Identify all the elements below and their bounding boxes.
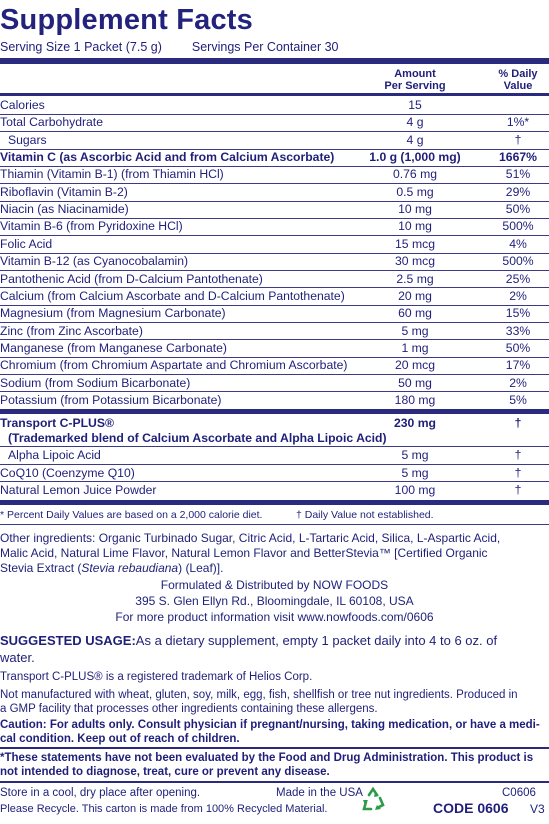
caution-line1: Caution: For adults only. Consult physician if pregnant/nursing, taking medication, or have a medi- bbox=[0, 719, 540, 731]
caution-line2: cal condition. Keep out of reach of children. bbox=[0, 733, 240, 745]
nutrient-dv: 25% bbox=[505, 271, 531, 286]
nutrient-amount: 1.0 g (1,000 mg) bbox=[369, 150, 461, 165]
table-row bbox=[0, 166, 549, 183]
nutrient-amount: 10 mg bbox=[398, 202, 432, 217]
nutrient-dv: 17% bbox=[505, 358, 531, 373]
blend-amount: 230 mg bbox=[393, 416, 437, 430]
table-row bbox=[0, 132, 549, 149]
nutrient-dv: 1%* bbox=[506, 115, 530, 130]
table-row bbox=[0, 218, 549, 235]
nutrient-amount: 20 mcg bbox=[395, 358, 435, 373]
recycle-icon bbox=[360, 787, 386, 813]
nutrient-name: Calcium (from Calcium Ascorbate and D-Calcium Pantothenate) bbox=[0, 288, 345, 303]
other-ingredients-line1: Other ingredients: Organic Turbinado Sugar, Citric Acid, L-Tartaric Acid, Silica, L-Aspartic Acid, bbox=[0, 531, 501, 545]
table-row bbox=[0, 253, 549, 270]
nutrient-name: CoQ10 (Coenzyme Q10) bbox=[0, 465, 135, 480]
code-small: C0606 bbox=[502, 787, 536, 799]
table-row bbox=[0, 288, 549, 305]
nutrient-name: Natural Lemon Juice Powder bbox=[0, 483, 157, 497]
table-row bbox=[0, 236, 549, 253]
recycle-note: Please Recycle. This carton is made from 100% Recycled Material. bbox=[0, 803, 328, 815]
nutrient-amount: 60 mg bbox=[398, 306, 432, 321]
nutrient-amount: 4 g bbox=[406, 115, 424, 130]
nutrient-amount: 50 mg bbox=[398, 375, 432, 390]
nutrient-name: Total Carbohydrate bbox=[0, 115, 103, 130]
nutrient-amount: 20 mg bbox=[398, 288, 432, 303]
nutrient-amount: 180 mg bbox=[394, 392, 436, 407]
nutrient-dv: † bbox=[514, 483, 522, 497]
nutrient-name: Folic Acid bbox=[0, 236, 53, 251]
footnote-pdv: * Percent Daily Values are based on a 2,000 calorie diet. bbox=[0, 509, 263, 521]
table-row bbox=[0, 97, 549, 114]
allergen-line2: a GMP facility that processes other ingredients containing these allergens. bbox=[0, 703, 378, 715]
thick-divider bbox=[0, 58, 549, 64]
made-in: Made in the USA bbox=[276, 787, 363, 799]
nutrient-amount: 15 bbox=[408, 98, 422, 112]
nutrient-amount: 4 g bbox=[406, 132, 424, 147]
blend-name: Transport C-PLUS® bbox=[0, 416, 114, 430]
blend-dv: † bbox=[514, 416, 522, 430]
other-ingredients-line3: Stevia Extract (Stevia rebaudiana) (Leaf)]. bbox=[0, 561, 224, 575]
distributor-address: 395 S. Glen Ellyn Rd., Bloomingdale, IL 60108, USA bbox=[135, 594, 414, 608]
bottom-divider bbox=[0, 500, 549, 505]
fda-top-divider bbox=[0, 747, 549, 749]
nutrient-name: Sodium (from Sodium Bicarbonate) bbox=[0, 375, 191, 390]
fda-line2: not intended to diagnose, treat, cure or prevent any disease. bbox=[0, 766, 330, 778]
nutrient-name: Calories bbox=[0, 98, 45, 112]
usage-text: As a dietary supplement, empty 1 packet daily into 4 to 6 oz. of bbox=[135, 633, 498, 648]
supplement-facts-title: Supplement Facts bbox=[0, 4, 253, 36]
nutrient-dv: 500% bbox=[502, 219, 534, 234]
nutrient-name: Sugars bbox=[8, 132, 47, 147]
allergen-line1: Not manufactured with wheat, gluten, soy, milk, egg, fish, shellfish or tree nut ingredients. Produced in bbox=[0, 689, 518, 701]
nutrient-amount: 2.5 mg bbox=[396, 271, 434, 286]
blend-subtitle-row bbox=[0, 430, 549, 447]
usage-label: SUGGESTED USAGE: bbox=[0, 633, 136, 648]
blend-subtitle: (Trademarked blend of Calcium Ascorbate and Alpha Lipoic Acid) bbox=[8, 431, 387, 445]
nutrient-name: Alpha Lipoic Acid bbox=[8, 448, 101, 462]
distributor-website: For more product information visit www.nowfoods.com/0606 bbox=[115, 610, 434, 624]
nutrient-amount: 0.76 mg bbox=[392, 167, 438, 182]
nutrient-dv: † bbox=[514, 132, 522, 147]
nutrient-dv: 51% bbox=[505, 167, 531, 182]
nutrient-dv: 4% bbox=[509, 236, 527, 251]
footnote-dagger: † Daily Value not established. bbox=[296, 509, 434, 521]
fda-statement bbox=[0, 751, 549, 779]
table-row bbox=[0, 482, 549, 499]
usage-text-2: water. bbox=[0, 650, 35, 665]
nutrient-dv: 50% bbox=[505, 340, 531, 355]
table-row bbox=[0, 305, 549, 322]
nutrient-amount: 1 mg bbox=[401, 340, 429, 355]
nutrient-amount: 5 mg bbox=[401, 448, 429, 462]
table-row bbox=[0, 357, 549, 374]
table-row bbox=[0, 323, 549, 340]
fda-line1: *These statements have not been evaluated by the Food and Drug Administration. This product is bbox=[0, 752, 534, 764]
allergen-note bbox=[0, 688, 549, 716]
suggested-usage bbox=[0, 632, 549, 666]
serving-size: Serving Size 1 Packet (7.5 g) bbox=[0, 40, 162, 54]
nutrient-amount: 30 mcg bbox=[395, 254, 435, 269]
nutrient-name: Vitamin B-6 (from Pyridoxine HCl) bbox=[0, 219, 183, 234]
nutrient-name: Chromium (from Chromium Aspartate and Chromium Ascorbate) bbox=[0, 358, 348, 373]
nutrient-dv: † bbox=[514, 448, 522, 462]
table-row bbox=[0, 184, 549, 201]
col-dv-line2: Value bbox=[503, 80, 533, 92]
footnote-divider bbox=[0, 524, 549, 525]
distributor-block bbox=[0, 577, 549, 625]
servings-per-container: Servings Per Container 30 bbox=[191, 40, 339, 54]
table-row bbox=[0, 392, 549, 409]
table-row bbox=[0, 447, 549, 464]
nutrient-amount: 15 mcg bbox=[395, 236, 435, 251]
storage-note: Store in a cool, dry place after opening. bbox=[0, 787, 201, 799]
table-row bbox=[0, 114, 549, 131]
table-row bbox=[0, 375, 549, 392]
nutrient-name: Niacin (as Niacinamide) bbox=[0, 202, 129, 217]
col-dv-line1: % Daily bbox=[498, 68, 538, 80]
blend-divider bbox=[0, 409, 549, 414]
nutrient-name: Vitamin C (as Ascorbic Acid and from Calcium Ascorbate) bbox=[0, 150, 335, 165]
trademark-note: Transport C-PLUS® is a registered trademark of Helios Corp. bbox=[0, 671, 313, 683]
nutrient-amount: 10 mg bbox=[398, 219, 432, 234]
serving-info bbox=[0, 40, 339, 54]
nutrient-dv: 15% bbox=[505, 306, 531, 321]
col-amount-line1: Amount bbox=[394, 68, 436, 80]
nutrient-name: Zinc (from Zinc Ascorbate) bbox=[0, 323, 143, 338]
table-row bbox=[0, 201, 549, 218]
col-amount-header bbox=[375, 68, 455, 92]
header-divider bbox=[0, 93, 549, 96]
other-ingredients bbox=[0, 531, 549, 576]
nutrient-name: Riboflavin (Vitamin B-2) bbox=[0, 184, 128, 199]
nutrient-name: Manganese (from Manganese Carbonate) bbox=[0, 340, 227, 355]
nutrient-dv: 1667% bbox=[499, 150, 537, 165]
nutrient-name: Magnesium (from Magnesium Carbonate) bbox=[0, 306, 226, 321]
nutrient-name: Vitamin B-12 (as Cyanocobalamin) bbox=[0, 254, 189, 269]
nutrient-dv: 5% bbox=[509, 392, 527, 407]
col-amount-line2: Per Serving bbox=[384, 80, 446, 92]
nutrient-dv: † bbox=[514, 465, 522, 480]
nutrient-dv: 2% bbox=[509, 375, 527, 390]
table-row bbox=[0, 340, 549, 357]
distributor-line1: Formulated & Distributed by NOW FOODS bbox=[160, 578, 389, 592]
table-row bbox=[0, 271, 549, 288]
nutrient-dv: 2% bbox=[509, 288, 527, 303]
table-row bbox=[0, 149, 549, 166]
nutrient-dv: 29% bbox=[505, 184, 531, 199]
caution-note bbox=[0, 718, 549, 746]
nutrient-name: Pantothenic Acid (from D-Calcium Pantothenate) bbox=[0, 271, 263, 286]
table-row bbox=[0, 465, 549, 482]
nutrient-name: Thiamin (Vitamin B-1) (from Thiamin HCl) bbox=[0, 167, 224, 182]
version-label: V3 bbox=[530, 802, 545, 816]
nutrient-dv: 50% bbox=[505, 202, 531, 217]
nutrient-amount: 100 mg bbox=[394, 483, 436, 497]
fda-bottom-divider bbox=[0, 781, 549, 783]
nutrient-amount: 5 mg bbox=[401, 323, 429, 338]
other-ingredients-line2: Malic Acid, Natural Lime Flavor, Natural Lemon Flavor and BetterStevia™ [Certified Organic bbox=[0, 546, 488, 560]
nutrient-dv: 33% bbox=[505, 323, 531, 338]
nutrient-name: Potassium (from Potassium Bicarbonate) bbox=[0, 392, 222, 407]
nutrient-amount: 0.5 mg bbox=[396, 184, 434, 199]
nutrient-dv: 500% bbox=[502, 254, 534, 269]
nutrient-amount: 5 mg bbox=[401, 465, 429, 480]
product-code: CODE 0606 bbox=[433, 800, 509, 816]
col-dv-header bbox=[488, 68, 548, 92]
